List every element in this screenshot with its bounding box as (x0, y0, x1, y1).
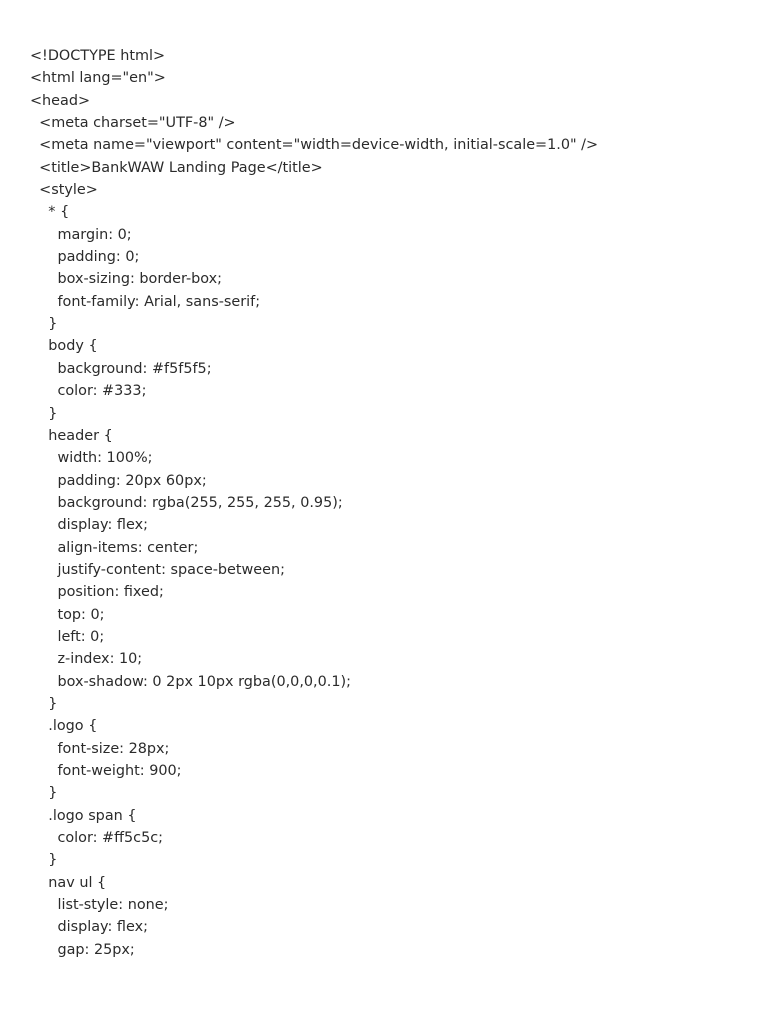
code-line: } (30, 852, 58, 869)
code-line: <!DOCTYPE html> (30, 48, 166, 64)
code-line: <head> (30, 92, 91, 109)
code-line: font-weight: 900; (30, 763, 182, 779)
code-line: .logo { (30, 718, 98, 735)
code-line: justify-content: space-between; (30, 561, 285, 578)
code-line: padding: 0; (30, 249, 140, 266)
code-line: padding: 20px 60px; (30, 472, 207, 489)
code-line: background: rgba(255, 255, 255, 0.95); (30, 494, 343, 511)
code-line: align-items: center; (30, 539, 199, 556)
code-line: color: #333; (30, 383, 147, 400)
code-line: font-size: 28px; (30, 740, 170, 757)
code-line: left: 0; (30, 628, 105, 645)
code-line: header { (30, 427, 113, 444)
code-line: top: 0; (30, 606, 105, 623)
code-line: background: #f5f5f5; (30, 360, 212, 377)
code-line: width: 100%; (30, 450, 153, 467)
code-line: position: fixed; (30, 584, 164, 601)
code-line: .logo span { (30, 807, 137, 824)
code-line: list-style: none; (30, 897, 169, 914)
code-line: gap: 25px; (30, 941, 135, 958)
code-line: } (30, 695, 58, 712)
code-line: body { (30, 338, 98, 355)
code-line: display: flex; (30, 517, 148, 534)
code-line: display: flex; (30, 919, 148, 936)
code-line: <title>BankWAW Landing Page</title> (30, 159, 323, 176)
code-line: font-family: Arial, sans-serif; (30, 293, 261, 310)
code-line: color: #ff5c5c; (30, 830, 164, 847)
code-line: <html lang="en"> (30, 70, 166, 87)
code-line: <meta charset="UTF-8" /> (30, 115, 236, 132)
code-line: z-index: 10; (30, 651, 143, 668)
code-line: box-shadow: 0 2px 10px rgba(0,0,0,0.1); (30, 673, 351, 690)
code-line: <meta name="viewport" content="width=device-width, initial-scale=1.0" /> (30, 137, 599, 154)
source-code-view (30, 45, 750, 961)
code-line: margin: 0; (30, 226, 132, 243)
code-line: } (30, 316, 58, 333)
code-line: } (30, 785, 58, 802)
code-line: box-sizing: border-box; (30, 271, 223, 288)
code-line: nav ul { (30, 874, 107, 891)
code-line: <style> (30, 182, 98, 199)
code-line: * { (30, 204, 70, 221)
code-line: } (30, 405, 58, 422)
